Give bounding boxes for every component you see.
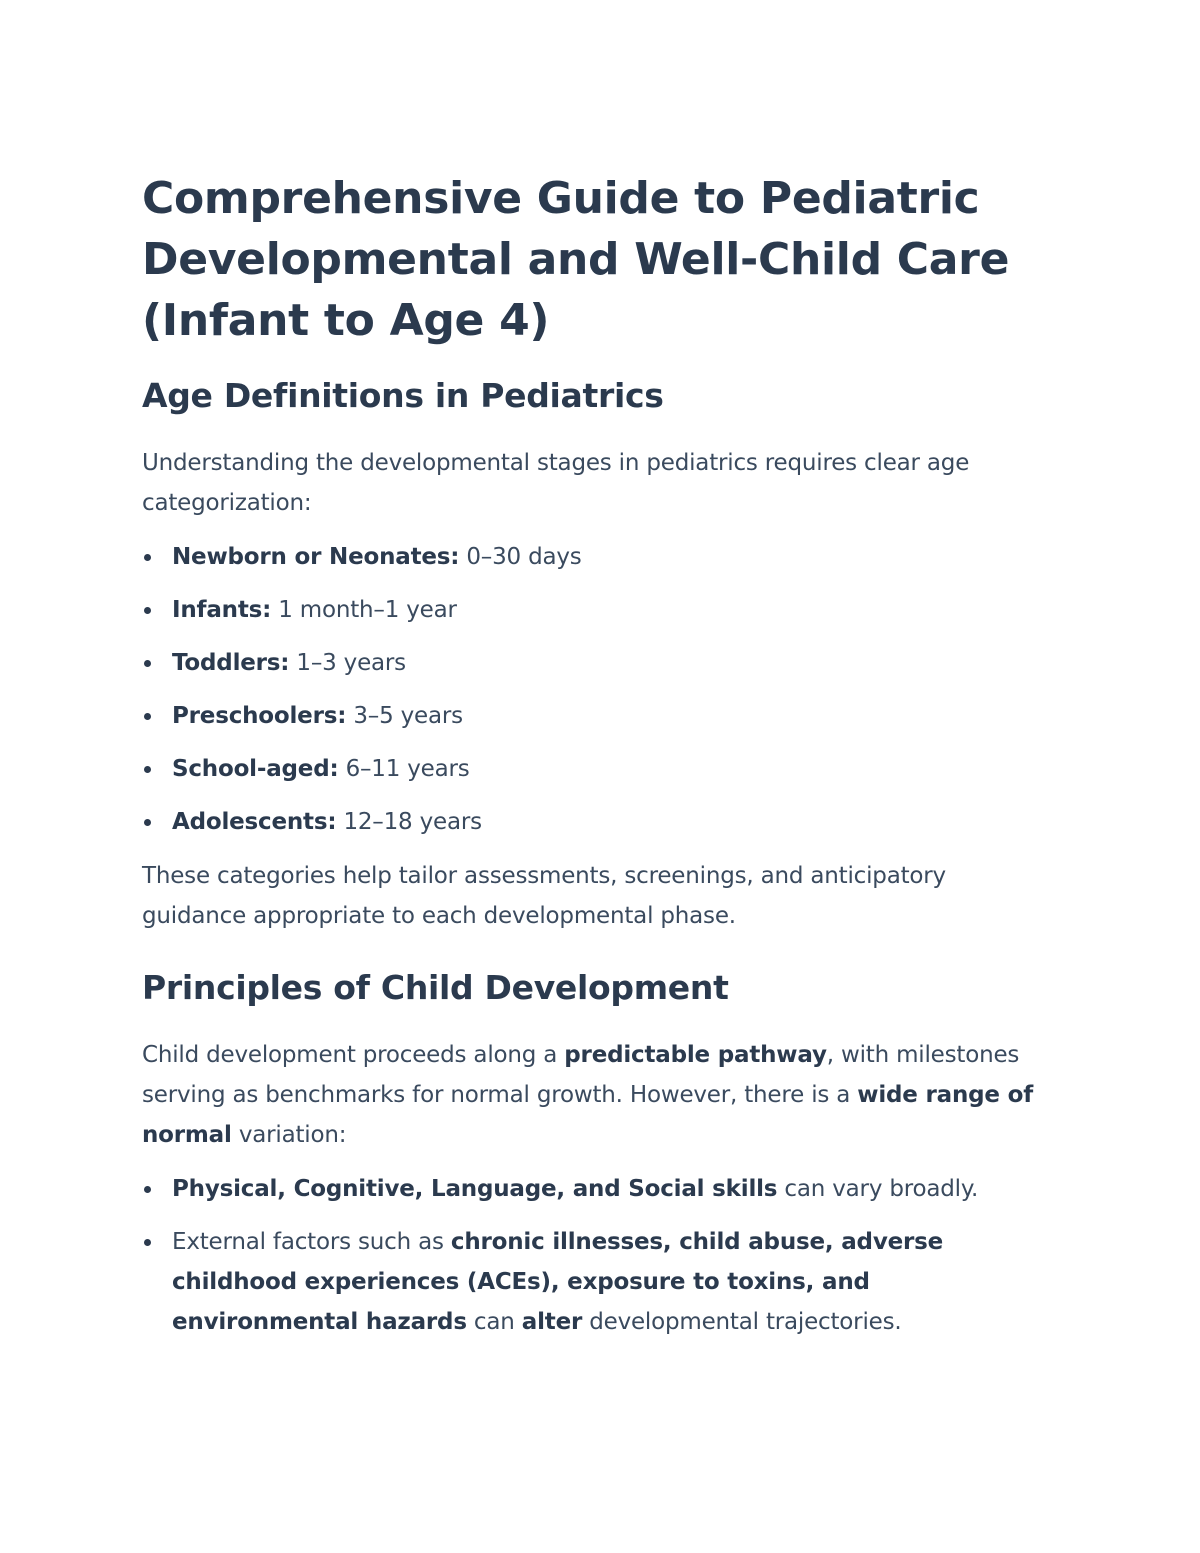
- intro-text: , with milestones serving as benchmarks for normal growth. However, there is a: [142, 1042, 1020, 1108]
- bullet-icon: [144, 554, 151, 561]
- age-range: 6–11 years: [338, 756, 470, 782]
- list-item: [142, 696, 1050, 736]
- bullet-icon: [144, 713, 151, 720]
- bullet-icon: [144, 1239, 151, 1246]
- age-label: School-aged:: [172, 756, 339, 782]
- list-item: [142, 749, 1050, 789]
- document-title: Comprehensive Guide to Pediatric Developmental and Well-Child Care (Infant to Age 4): [142, 173, 1010, 346]
- age-range: 12–18 years: [336, 809, 482, 835]
- list-item: [142, 643, 1050, 683]
- list-item: [142, 537, 1050, 577]
- age-definitions-outro: These categories help tailor assessments, screenings, and anticipatory guidance appropriate to each developmental phase.: [142, 863, 946, 929]
- age-range: 0–30 days: [459, 544, 582, 570]
- bullet-text: can: [466, 1309, 522, 1335]
- bullet-icon: [144, 766, 151, 773]
- age-range: 1 month–1 year: [271, 597, 457, 623]
- age-definitions-heading: Age Definitions in Pediatrics: [142, 376, 664, 415]
- list-item: [142, 1222, 1050, 1342]
- age-label: Infants:: [172, 597, 272, 623]
- intro-emphasis: predictable pathway: [564, 1042, 827, 1068]
- age-definitions-list: [142, 537, 1050, 842]
- age-label: Newborn or Neonates:: [172, 544, 460, 570]
- bullet-emphasis: chronic illnesses, child abuse, adverse childhood experiences (ACEs), exposure to toxins, and environmental hazards: [172, 1229, 944, 1335]
- intro-emphasis: wide range of normal: [142, 1082, 1034, 1148]
- list-item: [142, 590, 1050, 630]
- age-label: Preschoolers:: [172, 703, 347, 729]
- bullet-icon: [144, 1186, 151, 1193]
- list-item: [142, 802, 1050, 842]
- principles-intro: [142, 1035, 1050, 1155]
- intro-text: Child development proceeds along a: [142, 1042, 565, 1068]
- principles-list: [142, 1169, 1050, 1342]
- bullet-icon: [144, 819, 151, 826]
- bullet-text: developmental trajectories.: [582, 1309, 902, 1335]
- list-item: [142, 1169, 1050, 1209]
- bullet-icon: [144, 607, 151, 614]
- age-label: Adolescents:: [172, 809, 337, 835]
- bullet-text: External factors such as: [172, 1229, 451, 1255]
- bullet-emphasis: alter: [521, 1309, 583, 1335]
- age-definitions-intro: Understanding the developmental stages in pediatrics requires clear age categorization:: [142, 450, 970, 516]
- bullet-text: can vary broadly.: [777, 1176, 979, 1202]
- bullet-icon: [144, 660, 151, 667]
- bullet-emphasis: Physical, Cognitive, Language, and Social skills: [172, 1176, 778, 1202]
- age-label: Toddlers:: [172, 650, 290, 676]
- principles-heading: Principles of Child Development: [142, 968, 729, 1007]
- intro-text: variation:: [231, 1122, 347, 1148]
- age-range: 3–5 years: [346, 703, 463, 729]
- age-range: 1–3 years: [289, 650, 406, 676]
